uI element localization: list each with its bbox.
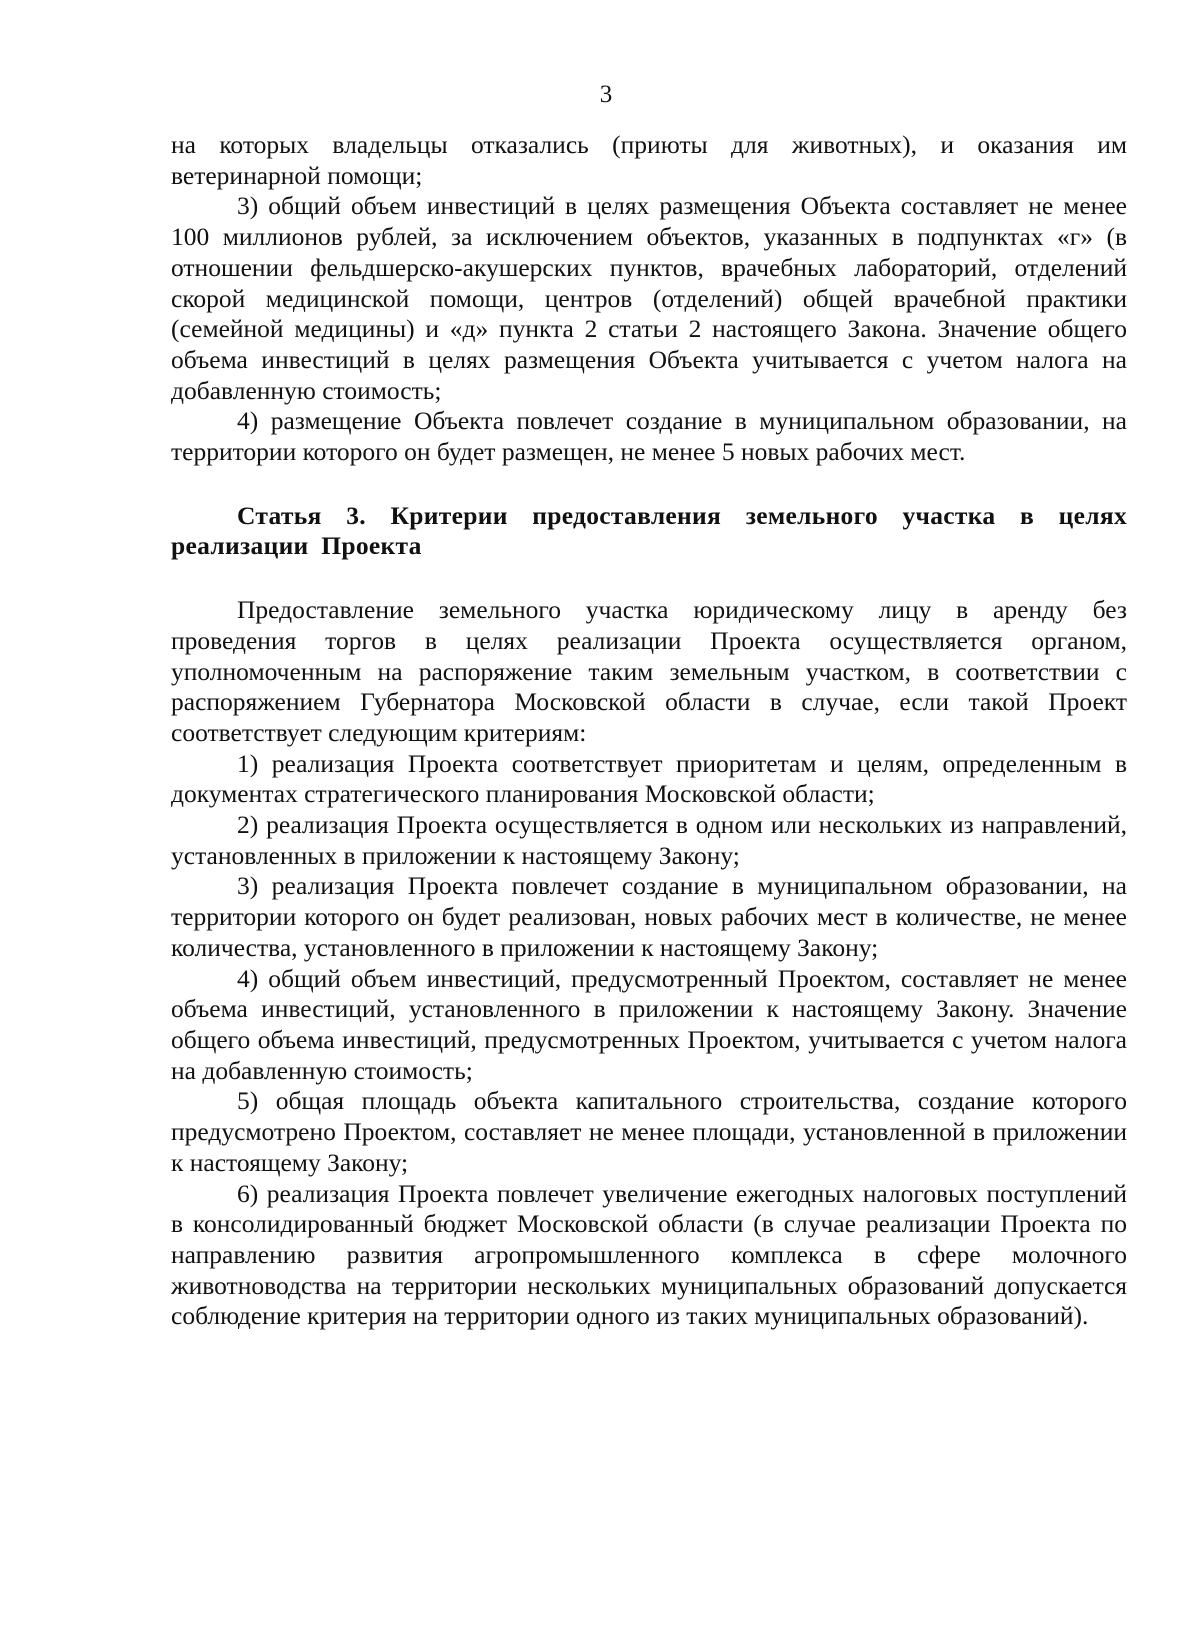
article-heading: Статья 3. Критерии предоставления земельного участка в целях реализации Проекта	[171, 500, 1127, 561]
paragraph-continuation: на которых владельцы отказались (приюты для животных), и оказания им ветеринарной помощи;	[171, 130, 1127, 190]
paragraph-item-3: 3) общий объем инвестиций в целях размещения Объекта составляет не менее 100 миллионов рублей, за исключением объектов, указанных в подпунктах «г» (в отношении фельдшерско-акушерских пунктов, врачебных лабораторий, отделений скорой медицинской помощи, центров (отделений) общей врачебной практики (семейной медицины) и «д» пункта 2 статьи 2 настоящего Закона. Значение общего объема инвестиций в целях размещения Объекта учитывается с учетом налога на добавленную стоимость;	[171, 191, 1127, 405]
document-body	[171, 130, 1127, 1332]
article-intro: Предоставление земельного участка юридическому лицу в аренду без проведения торгов в целях реализации Проекта осуществляется органом, уполномоченным на распоряжение таким земельным участком, в соответствии с распоряжением Губернатора Московской области в случае, если такой Проект соответствует следующим критериям:	[171, 595, 1127, 747]
criterion-5: 5) общая площадь объекта капитального строительства, создание которого предусмотрено Проектом, составляет не менее площади, установленной в приложении к настоящему Закону;	[171, 1086, 1127, 1177]
criterion-2: 2) реализация Проекта осуществляется в одном или нескольких из направлений, установленных в приложении к настоящему Закону;	[171, 810, 1127, 870]
criterion-6: 6) реализация Проекта повлечет увеличение ежегодных налоговых поступлений в консолидированный бюджет Московской области (в случае реализации Проекта по направлению развития агропромышленного комплекса в сфере молочного животноводства на территории нескольких муниципальных образований допускается соблюдение критерия на территории одного из таких муниципальных образований).	[171, 1178, 1127, 1331]
paragraph-item-4: 4) размещение Объекта повлечет создание в муниципальном образовании, на территории которого он будет размещен, не менее 5 новых рабочих мест.	[171, 406, 1127, 467]
criterion-4: 4) общий объем инвестиций, предусмотренный Проектом, составляет не менее объема инвестиций, установленного в приложении к настоящему Закону. Значение общего объема инвестиций, предусмотренных Проектом, учитывается с учетом налога на добавленную стоимость;	[171, 963, 1127, 1085]
page-number: 3	[599, 81, 613, 108]
criterion-3: 3) реализация Проекта повлечет создание в муниципальном образовании, на территории которого он будет реализован, новых рабочих мест в количестве, не менее количества, установленного в приложении к настоящему Закону;	[171, 871, 1127, 962]
criterion-1: 1) реализация Проекта соответствует приоритетам и целям, определенным в документах стратегического планирования Московской области;	[171, 748, 1127, 809]
